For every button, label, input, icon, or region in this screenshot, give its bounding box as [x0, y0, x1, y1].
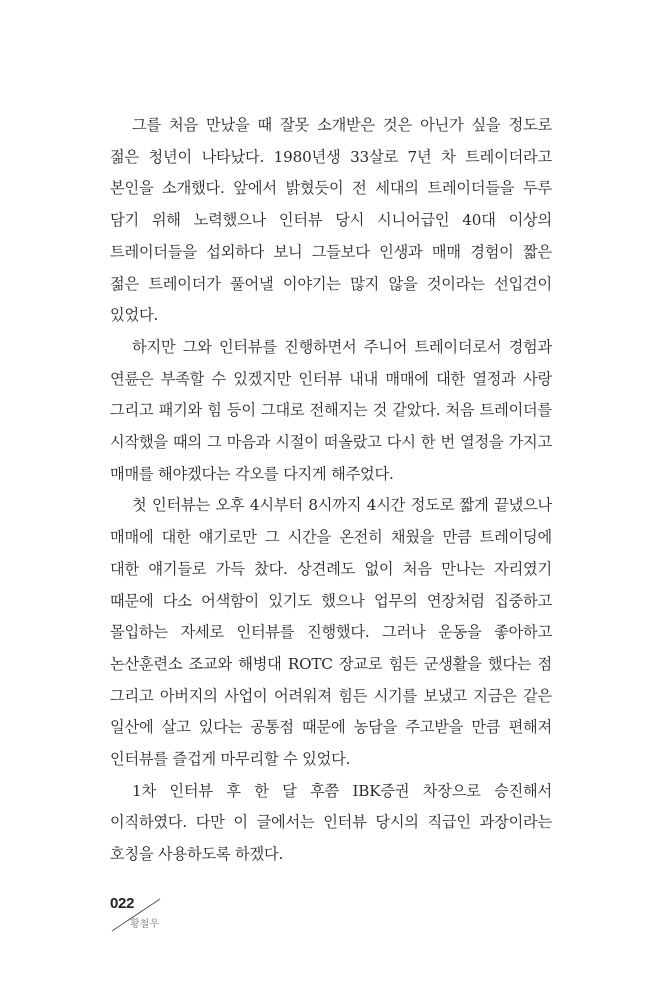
page-footer — [108, 893, 168, 933]
paragraph-4: 1차 인터뷰 후 한 달 후쯤 IBK증권 차장으로 승진해서 이직하였다. 다만 이 글에서는 인터뷰 당시의 직급인 과장이라는 호칭을 사용하도록 하겠다. — [110, 781, 552, 864]
page-number: 022 — [110, 895, 135, 912]
author-name: 황철우 — [130, 919, 159, 930]
paragraph-2: 하지만 그와 인터뷰를 진행하면서 주니어 트레이더로서 경험과 연륜은 부족할 수 있겠지만 인터뷰 내내 매매에 대한 열정과 사랑 그리고 패기와 힘 등이 그대로 전해지는 것 같았다. 처음 트레이더를 시작했을 때의 그 마음과 시절이 떠올랐고 다시 한 번 열정을 가지고 매매를 해야겠다는 각오를 다지게 해주었다. — [110, 337, 552, 483]
paragraph-1: 그를 처음 만났을 때 잘못 소개받은 것은 아닌가 싶을 정도로 젊은 청년이 나타났다. 1980년생 33살로 7년 차 트레이더라고 본인을 소개했다. 앞에서 밝혔듯이 전 세대의 트레이더들을 두루 담기 위해 노력했으나 인터뷰 당시 시니어급인 40대 이상의 트레이더들을 섭외하다 보니 그들보다 인생과 매매 경험이 짧은 젊은 트레이더가 풀어낼 이야기는 많지 않을 것이라는 선입견이 있었다. — [110, 116, 552, 325]
page-body — [110, 110, 552, 871]
paragraph-3: 첫 인터뷰는 오후 4시부터 8시까지 4시간 정도로 짧게 끝냈으나 매매에 대한 얘기로만 그 시간을 온전히 채웠을 만큼 트레이딩에 대한 얘기들로 가득 찼다. 상견례도 없이 처음 만나는 자리였기 때문에 다소 어색함이 있기도 했으나 업무의 연장처럼 집중하고 몰입하는 자세로 인터뷰를 진행했다. 그러나 운동을 좋아하고 논산훈련소 조교와 해병대 ROTC 장교로 힘든 군생활을 했다는 점 그리고 아버지의 사업이 어려워져 힘든 시기를 보냈고 지금은 같은 일산에 살고 있다는 공통점 때문에 농담을 주고받을 만큼 편해져 인터뷰를 즐겁게 마무리할 수 있었다. — [110, 496, 552, 769]
